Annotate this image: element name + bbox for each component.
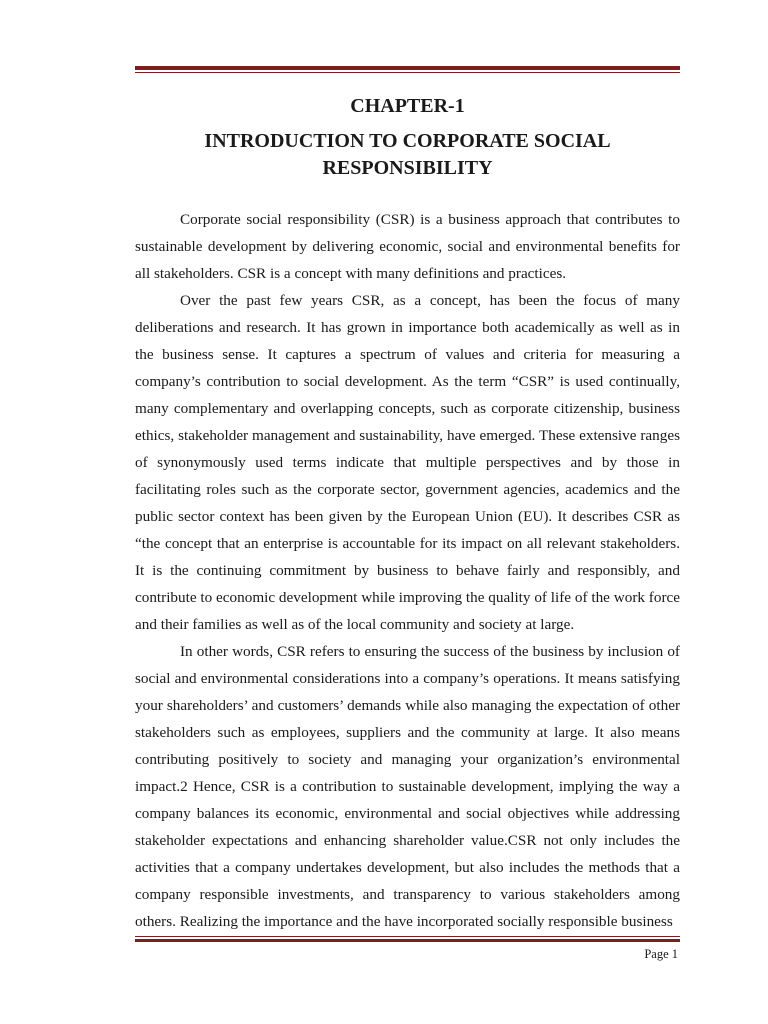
paragraph: Over the past few years CSR, as a concept, has been the focus of many deliberations and research. It has grown in importance both academically as well as in the business sense. It captures a spectrum of values and criteria for measuring a company’s contribution to social development. As the term “CSR” is used continually, many complementary and overlapping concepts, such as corporate citizenship, business ethics, stakeholder management and sustainability, have emerged. These extensive ranges of synonymously used terms indicate that multiple perspectives and by those in facilitating roles such as the corporate sector, government agencies, academics and the public sector context has been given by the European Union (EU). It describes CSR as “the concept that an enterprise is accountable for its impact on all relevant stakeholders. It is the continuing commitment by business to behave fairly and responsibly, and contribute to economic development while improving the quality of life of the work force and their families as well as of the local community and society at large. [135,292,680,633]
footer-rule-thin [135,936,680,937]
paragraph: Corporate social responsibility (CSR) is a business approach that contributes to sustainable development by delivering economic, social and environmental benefits for all stakeholders. CSR is a concept with many definitions and practices. [135,211,680,282]
header-rule-thick [135,66,680,70]
paragraph: In other words, CSR refers to ensuring the success of the business by inclusion of social and environmental considerations into a company’s operations. It means satisfying your shareholders’ and customers’ demands while also managing the expectation of other stakeholders such as employees, suppliers and the community at large. It also means contributing positively to society and managing your organization’s environmental impact.2 Hence, CSR is a contribution to sustainable development, implying the way a company balances its economic, environmental and social objectives while addressing stakeholder expectations and enhancing shareholder value.CSR not only includes the activities that a company undertakes development, but also includes the methods that a company responsible investments, and transparency to various stakeholders among others. Realizing the importance and the have incorporated socially responsible business [135,643,680,930]
body-text [135,206,680,935]
page-number: Page 1 [644,947,678,961]
footer-rule-thick [135,939,680,942]
chapter-heading: CHAPTER-1 [350,95,465,117]
header-rule-thin [135,72,680,73]
chapter-title: INTRODUCTION TO CORPORATE SOCIAL RESPONSIBILITY [204,130,611,179]
